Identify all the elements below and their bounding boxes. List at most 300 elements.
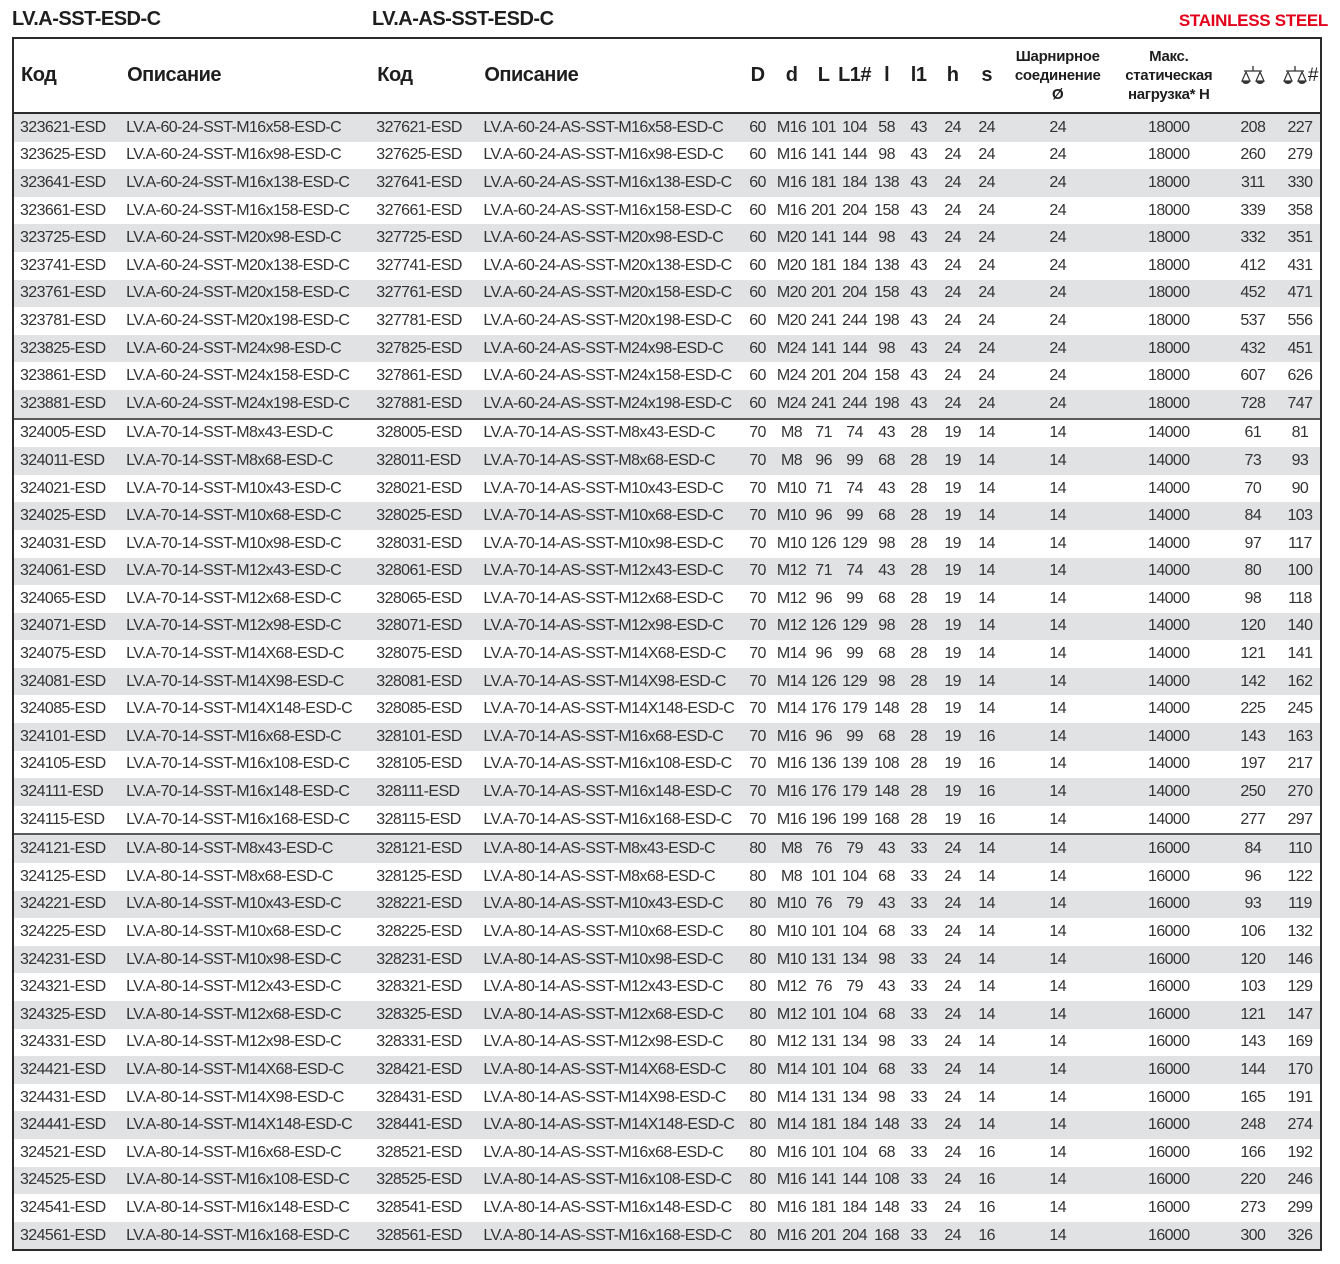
cell-l: 108	[872, 1167, 902, 1195]
cell-D: 70	[742, 447, 774, 475]
cell-D: 80	[742, 1029, 774, 1057]
cell-code: 324005-ESD	[14, 419, 120, 448]
cell-L1: 104	[838, 1056, 872, 1084]
cell-d: M8	[774, 863, 810, 891]
cell-L: 101	[810, 1056, 838, 1084]
cell-weight: 120	[1226, 613, 1280, 641]
cell-code: 323725-ESD	[14, 224, 120, 252]
cell-l1: 33	[902, 1167, 936, 1195]
cell-max-load: 16000	[1112, 1001, 1226, 1029]
cell-l: 68	[872, 502, 902, 530]
cell-joint: 24	[1004, 307, 1112, 335]
cell-L1: 104	[838, 863, 872, 891]
cell-l: 98	[872, 1029, 902, 1057]
cell-s: 14	[970, 891, 1004, 919]
cell-s: 16	[970, 723, 1004, 751]
cell-weight: 537	[1226, 307, 1280, 335]
cell-joint: 24	[1004, 197, 1112, 225]
cell-weight: 80	[1226, 558, 1280, 586]
cell-l1: 43	[902, 362, 936, 390]
cell-h: 24	[936, 113, 970, 142]
cell-max-load: 14000	[1112, 530, 1226, 558]
cell-D: 60	[742, 197, 774, 225]
col-header-L1: L1#	[838, 39, 872, 113]
cell-l1: 33	[902, 891, 936, 919]
cell-D: 60	[742, 390, 774, 419]
table-row	[14, 1167, 1320, 1195]
cell-weight-as: 747	[1280, 390, 1320, 419]
cell-s: 24	[970, 307, 1004, 335]
cell-joint: 24	[1004, 390, 1112, 419]
cell-L1: 179	[838, 778, 872, 806]
cell-weight-as: 129	[1280, 973, 1320, 1001]
cell-weight-as: 274	[1280, 1111, 1320, 1139]
col-header-l1: l1	[902, 39, 936, 113]
cell-l: 138	[872, 169, 902, 197]
cell-weight-as: 103	[1280, 502, 1320, 530]
cell-h: 24	[936, 918, 970, 946]
cell-l1: 28	[902, 558, 936, 586]
cell-h: 19	[936, 695, 970, 723]
cell-description-as: LV.A-80-14-AS-SST-M12x43-ESD-C	[477, 973, 741, 1001]
cell-weight-as: 358	[1280, 197, 1320, 225]
cell-code-as: 328225-ESD	[370, 918, 477, 946]
cell-L: 176	[810, 695, 838, 723]
cell-L: 181	[810, 1111, 838, 1139]
cell-weight: 70	[1226, 475, 1280, 503]
cell-code: 323825-ESD	[14, 335, 120, 363]
cell-max-load: 14000	[1112, 778, 1226, 806]
cell-weight: 96	[1226, 863, 1280, 891]
cell-weight: 120	[1226, 946, 1280, 974]
cell-l: 98	[872, 335, 902, 363]
cell-description-as: LV.A-80-14-AS-SST-M10x98-ESD-C	[477, 946, 741, 974]
col-header-joint	[1004, 39, 1112, 113]
cell-description: LV.A-60-24-SST-M16x58-ESD-C	[120, 113, 370, 142]
cell-weight: 143	[1226, 723, 1280, 751]
cell-D: 60	[742, 224, 774, 252]
cell-h: 19	[936, 530, 970, 558]
cell-s: 16	[970, 778, 1004, 806]
cell-s: 14	[970, 558, 1004, 586]
table-row	[14, 751, 1320, 779]
cell-l1: 28	[902, 723, 936, 751]
cell-l1: 33	[902, 946, 936, 974]
cell-l: 198	[872, 307, 902, 335]
cell-d: M16	[774, 197, 810, 225]
cell-description-as: LV.A-70-14-AS-SST-M10x43-ESD-C	[477, 475, 741, 503]
cell-code: 323641-ESD	[14, 169, 120, 197]
cell-description-as: LV.A-80-14-AS-SST-M16x108-ESD-C	[477, 1167, 741, 1195]
cell-description-as: LV.A-80-14-AS-SST-M16x168-ESD-C	[477, 1222, 741, 1250]
cell-l: 43	[872, 891, 902, 919]
table-row	[14, 640, 1320, 668]
cell-max-load: 18000	[1112, 169, 1226, 197]
cell-L: 201	[810, 197, 838, 225]
table-row	[14, 1222, 1320, 1250]
cell-D: 80	[742, 1001, 774, 1029]
cell-l: 68	[872, 447, 902, 475]
cell-weight: 142	[1226, 668, 1280, 696]
table-row	[14, 1084, 1320, 1112]
cell-code: 324061-ESD	[14, 558, 120, 586]
cell-l: 43	[872, 475, 902, 503]
cell-description-as: LV.A-70-14-AS-SST-M12x43-ESD-C	[477, 558, 741, 586]
cell-joint: 14	[1004, 613, 1112, 641]
cell-joint: 14	[1004, 778, 1112, 806]
cell-code-as: 328541-ESD	[370, 1194, 477, 1222]
cell-D: 80	[742, 891, 774, 919]
col-header-l: l	[872, 39, 902, 113]
cell-l: 68	[872, 640, 902, 668]
cell-weight-as: 556	[1280, 307, 1320, 335]
cell-l1: 33	[902, 1029, 936, 1057]
cell-d: M16	[774, 1139, 810, 1167]
cell-joint: 24	[1004, 362, 1112, 390]
cell-description-as: LV.A-60-24-AS-SST-M20x158-ESD-C	[477, 280, 741, 308]
cell-l1: 33	[902, 863, 936, 891]
table-row	[14, 1056, 1320, 1084]
table-row	[14, 197, 1320, 225]
cell-description-as: LV.A-60-24-AS-SST-M24x158-ESD-C	[477, 362, 741, 390]
cell-D: 70	[742, 751, 774, 779]
cell-max-load: 18000	[1112, 142, 1226, 170]
col-header-weight-as	[1280, 39, 1320, 113]
table-row	[14, 142, 1320, 170]
cell-weight-as: 100	[1280, 558, 1320, 586]
cell-h: 24	[936, 390, 970, 419]
cell-L1: 134	[838, 1084, 872, 1112]
cell-description: LV.A-80-14-SST-M16x68-ESD-C	[120, 1139, 370, 1167]
table-row	[14, 1194, 1320, 1222]
cell-s: 14	[970, 1001, 1004, 1029]
load-line3: нагрузка* H	[1127, 86, 1210, 103]
table-row	[14, 723, 1320, 751]
cell-d: M12	[774, 558, 810, 586]
cell-code-as: 328071-ESD	[370, 613, 477, 641]
cell-d: M14	[774, 1084, 810, 1112]
cell-joint: 14	[1004, 475, 1112, 503]
cell-l1: 43	[902, 197, 936, 225]
cell-s: 24	[970, 197, 1004, 225]
table-row	[14, 169, 1320, 197]
cell-h: 24	[936, 1084, 970, 1112]
cell-joint: 14	[1004, 585, 1112, 613]
cell-L: 241	[810, 307, 838, 335]
cell-l1: 43	[902, 252, 936, 280]
cell-code: 323741-ESD	[14, 252, 120, 280]
cell-code: 324321-ESD	[14, 973, 120, 1001]
cell-code: 323625-ESD	[14, 142, 120, 170]
cell-weight-as: 217	[1280, 751, 1320, 779]
col-header-D: D	[742, 39, 774, 113]
cell-d: M16	[774, 142, 810, 170]
cell-code: 324101-ESD	[14, 723, 120, 751]
cell-description-as: LV.A-70-14-AS-SST-M16x108-ESD-C	[477, 751, 741, 779]
cell-description-as: LV.A-60-24-AS-SST-M16x98-ESD-C	[477, 142, 741, 170]
cell-l: 68	[872, 1056, 902, 1084]
cell-weight: 260	[1226, 142, 1280, 170]
cell-joint: 14	[1004, 530, 1112, 558]
cell-description-as: LV.A-60-24-AS-SST-M16x158-ESD-C	[477, 197, 741, 225]
cell-l: 148	[872, 695, 902, 723]
cell-l: 98	[872, 142, 902, 170]
cell-code-as: 328321-ESD	[370, 973, 477, 1001]
cell-code-as: 327861-ESD	[370, 362, 477, 390]
table-row	[14, 558, 1320, 586]
cell-weight: 452	[1226, 280, 1280, 308]
cell-l1: 43	[902, 280, 936, 308]
cell-D: 80	[742, 1084, 774, 1112]
table-row	[14, 806, 1320, 835]
cell-description-as: LV.A-80-14-AS-SST-M14X98-ESD-C	[477, 1084, 741, 1112]
cell-s: 24	[970, 252, 1004, 280]
table-row	[14, 1139, 1320, 1167]
cell-code-as: 327761-ESD	[370, 280, 477, 308]
cell-description: LV.A-70-14-SST-M14X98-ESD-C	[120, 668, 370, 696]
table-row	[14, 613, 1320, 641]
cell-l: 148	[872, 1194, 902, 1222]
cell-L1: 74	[838, 475, 872, 503]
cell-l1: 43	[902, 307, 936, 335]
cell-description: LV.A-80-14-SST-M14X148-ESD-C	[120, 1111, 370, 1139]
cell-code-as: 327641-ESD	[370, 169, 477, 197]
cell-s: 14	[970, 1029, 1004, 1057]
cell-description-as: LV.A-60-24-AS-SST-M20x198-ESD-C	[477, 307, 741, 335]
cell-d: M16	[774, 1194, 810, 1222]
cell-d: M14	[774, 668, 810, 696]
cell-L1: 129	[838, 668, 872, 696]
cell-L1: 144	[838, 224, 872, 252]
weight-as-suffix: #	[1307, 65, 1318, 86]
cell-l: 148	[872, 1111, 902, 1139]
cell-L1: 199	[838, 806, 872, 835]
cell-code: 324441-ESD	[14, 1111, 120, 1139]
cell-s: 16	[970, 1222, 1004, 1250]
cell-joint: 14	[1004, 751, 1112, 779]
cell-l1: 28	[902, 695, 936, 723]
cell-weight: 277	[1226, 806, 1280, 835]
cell-description-as: LV.A-60-24-AS-SST-M16x138-ESD-C	[477, 169, 741, 197]
cell-code: 323781-ESD	[14, 307, 120, 335]
cell-l: 98	[872, 1084, 902, 1112]
cell-code: 323861-ESD	[14, 362, 120, 390]
cell-joint: 24	[1004, 113, 1112, 142]
table-row	[14, 502, 1320, 530]
cell-code: 324085-ESD	[14, 695, 120, 723]
cell-weight-as: 122	[1280, 863, 1320, 891]
table-row	[14, 252, 1320, 280]
cell-weight: 432	[1226, 335, 1280, 363]
cell-weight: 84	[1226, 502, 1280, 530]
cell-L: 96	[810, 723, 838, 751]
cell-h: 19	[936, 668, 970, 696]
cell-l: 198	[872, 390, 902, 419]
cell-L1: 104	[838, 1139, 872, 1167]
cell-joint: 14	[1004, 918, 1112, 946]
cell-joint: 14	[1004, 1222, 1112, 1250]
cell-description-as: LV.A-70-14-AS-SST-M16x168-ESD-C	[477, 806, 741, 835]
cell-h: 24	[936, 1111, 970, 1139]
cell-description: LV.A-70-14-SST-M10x98-ESD-C	[120, 530, 370, 558]
cell-weight: 97	[1226, 530, 1280, 558]
cell-h: 24	[936, 1139, 970, 1167]
cell-weight-as: 147	[1280, 1001, 1320, 1029]
cell-weight-as: 279	[1280, 142, 1320, 170]
scale-icon	[1282, 65, 1308, 87]
cell-joint: 14	[1004, 891, 1112, 919]
cell-description: LV.A-70-14-SST-M14X148-ESD-C	[120, 695, 370, 723]
cell-description-as: LV.A-80-14-AS-SST-M10x68-ESD-C	[477, 918, 741, 946]
col-header-description: Описание	[120, 39, 370, 113]
table-row	[14, 390, 1320, 419]
cell-h: 24	[936, 142, 970, 170]
cell-h: 19	[936, 723, 970, 751]
cell-s: 16	[970, 1167, 1004, 1195]
joint-line1: Шарнирное	[1015, 48, 1100, 65]
material-label: STAINLESS STEEL	[1178, 11, 1328, 30]
cell-weight-as: 140	[1280, 613, 1320, 641]
cell-L1: 104	[838, 1001, 872, 1029]
cell-weight: 93	[1226, 891, 1280, 919]
cell-weight: 106	[1226, 918, 1280, 946]
cell-description: LV.A-80-14-SST-M14X98-ESD-C	[120, 1084, 370, 1112]
cell-L1: 184	[838, 1111, 872, 1139]
table-row	[14, 946, 1320, 974]
cell-description-as: LV.A-80-14-AS-SST-M8x43-ESD-C	[477, 834, 741, 863]
cell-weight: 61	[1226, 419, 1280, 448]
cell-code-as: 327741-ESD	[370, 252, 477, 280]
cell-code-as: 327661-ESD	[370, 197, 477, 225]
cell-h: 24	[936, 1167, 970, 1195]
cell-d: M8	[774, 834, 810, 863]
cell-h: 19	[936, 806, 970, 835]
cell-code-as: 328115-ESD	[370, 806, 477, 835]
cell-D: 60	[742, 307, 774, 335]
cell-L1: 129	[838, 613, 872, 641]
cell-code-as: 328431-ESD	[370, 1084, 477, 1112]
cell-l1: 28	[902, 447, 936, 475]
table-row	[14, 280, 1320, 308]
cell-code: 324431-ESD	[14, 1084, 120, 1112]
col-header-s: s	[970, 39, 1004, 113]
cell-description-as: LV.A-70-14-AS-SST-M8x43-ESD-C	[477, 419, 741, 448]
cell-joint: 14	[1004, 640, 1112, 668]
cell-description-as: LV.A-80-14-AS-SST-M12x98-ESD-C	[477, 1029, 741, 1057]
cell-weight-as: 299	[1280, 1194, 1320, 1222]
cell-l: 43	[872, 973, 902, 1001]
cell-joint: 14	[1004, 1029, 1112, 1057]
table-row	[14, 668, 1320, 696]
cell-d: M12	[774, 613, 810, 641]
cell-l1: 28	[902, 530, 936, 558]
cell-s: 14	[970, 668, 1004, 696]
cell-code: 324071-ESD	[14, 613, 120, 641]
cell-d: M20	[774, 280, 810, 308]
cell-description-as: LV.A-80-14-AS-SST-M16x148-ESD-C	[477, 1194, 741, 1222]
cell-l1: 28	[902, 585, 936, 613]
cell-s: 14	[970, 834, 1004, 863]
cell-description: LV.A-70-14-SST-M16x168-ESD-C	[120, 806, 370, 835]
cell-max-load: 14000	[1112, 447, 1226, 475]
cell-L1: 204	[838, 362, 872, 390]
cell-code-as: 328011-ESD	[370, 447, 477, 475]
cell-joint: 14	[1004, 946, 1112, 974]
cell-L: 96	[810, 585, 838, 613]
cell-description: LV.A-70-14-SST-M8x68-ESD-C	[120, 447, 370, 475]
cell-d: M24	[774, 390, 810, 419]
table-row	[14, 585, 1320, 613]
cell-d: M16	[774, 1167, 810, 1195]
cell-weight: 197	[1226, 751, 1280, 779]
cell-L: 181	[810, 252, 838, 280]
cell-max-load: 16000	[1112, 834, 1226, 863]
cell-joint: 14	[1004, 973, 1112, 1001]
cell-s: 14	[970, 640, 1004, 668]
cell-L: 71	[810, 475, 838, 503]
cell-joint: 14	[1004, 1194, 1112, 1222]
cell-L: 131	[810, 1084, 838, 1112]
cell-max-load: 14000	[1112, 723, 1226, 751]
cell-max-load: 16000	[1112, 1056, 1226, 1084]
cell-weight-as: 141	[1280, 640, 1320, 668]
cell-s: 14	[970, 695, 1004, 723]
series-title-antistatic: LV.A-AS-SST-ESD-C	[372, 8, 554, 30]
cell-weight-as: 471	[1280, 280, 1320, 308]
cell-code-as: 328101-ESD	[370, 723, 477, 751]
cell-code: 324331-ESD	[14, 1029, 120, 1057]
cell-weight-as: 90	[1280, 475, 1320, 503]
cell-l: 108	[872, 751, 902, 779]
cell-l1: 43	[902, 224, 936, 252]
cell-weight: 103	[1226, 973, 1280, 1001]
cell-s: 24	[970, 224, 1004, 252]
cell-weight-as: 330	[1280, 169, 1320, 197]
cell-d: M12	[774, 585, 810, 613]
cell-description: LV.A-80-14-SST-M10x68-ESD-C	[120, 918, 370, 946]
cell-description-as: LV.A-60-24-AS-SST-M16x58-ESD-C	[477, 113, 741, 142]
cell-D: 60	[742, 280, 774, 308]
cell-D: 70	[742, 723, 774, 751]
cell-L1: 99	[838, 640, 872, 668]
col-header-max-load	[1112, 39, 1226, 113]
cell-h: 19	[936, 419, 970, 448]
cell-s: 14	[970, 613, 1004, 641]
cell-joint: 24	[1004, 280, 1112, 308]
cell-D: 70	[742, 668, 774, 696]
cell-weight: 273	[1226, 1194, 1280, 1222]
cell-code-as: 328325-ESD	[370, 1001, 477, 1029]
cell-weight-as: 163	[1280, 723, 1320, 751]
cell-weight: 98	[1226, 585, 1280, 613]
cell-d: M16	[774, 751, 810, 779]
cell-l1: 28	[902, 778, 936, 806]
cell-weight: 84	[1226, 834, 1280, 863]
cell-d: M10	[774, 475, 810, 503]
cell-l: 158	[872, 197, 902, 225]
joint-line3: Ø	[1052, 86, 1064, 103]
cell-weight-as: 81	[1280, 419, 1320, 448]
cell-h: 24	[936, 1001, 970, 1029]
cell-L1: 99	[838, 447, 872, 475]
cell-L: 76	[810, 834, 838, 863]
cell-code-as: 327725-ESD	[370, 224, 477, 252]
cell-h: 24	[936, 1056, 970, 1084]
cell-max-load: 14000	[1112, 558, 1226, 586]
cell-L: 196	[810, 806, 838, 835]
cell-max-load: 14000	[1112, 613, 1226, 641]
cell-h: 19	[936, 778, 970, 806]
